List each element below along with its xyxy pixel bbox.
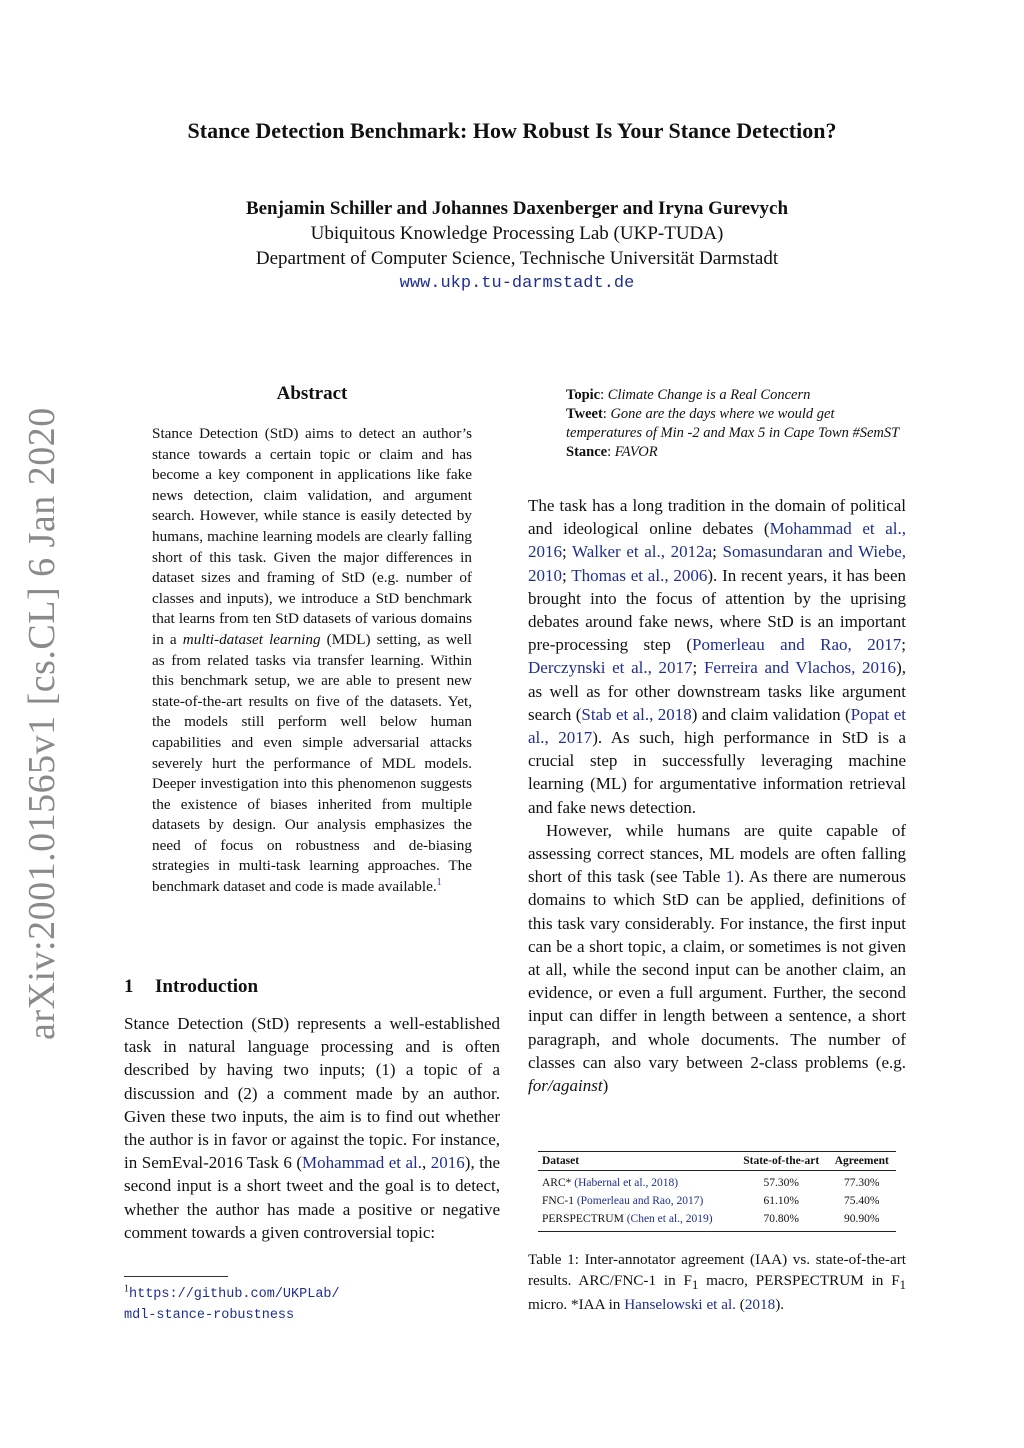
- caption-text: macro, PERSPECTRUM in F: [698, 1271, 900, 1289]
- emphasis: for/against: [528, 1076, 603, 1096]
- citation-link[interactable]: Thomas et al., 2006: [571, 565, 708, 585]
- intro-text: ), the second input is a short tweet and the goal is to detect, whether the author has made a positive or negative comment towards a given controversial topic:: [124, 1153, 500, 1242]
- dataset-name: PERSPECTRUM: [542, 1213, 624, 1225]
- table-caption: [528, 1250, 906, 1316]
- citation-link[interactable]: Popat et al., 2017: [528, 704, 907, 748]
- table-reference-link[interactable]: 1: [725, 867, 735, 887]
- author-lab: Ubiquitous Knowledge Processing Lab (UKP-TUDA): [310, 223, 724, 244]
- example-topic: Topic: Climate Change is a Real Concern: [566, 387, 811, 403]
- text-run: ;: [562, 542, 573, 562]
- dataset-cell: [538, 1171, 735, 1193]
- citation-link[interactable]: (Chen et al., 2019): [626, 1213, 713, 1225]
- right-column-text: [528, 494, 906, 1097]
- column-header: Dataset: [538, 1152, 735, 1171]
- paragraph: [528, 819, 906, 1097]
- caption-text: micro. *IAA in: [528, 1296, 625, 1314]
- text-run: ;: [692, 658, 704, 678]
- abstract-heading: Abstract: [276, 383, 348, 404]
- caption-text: (: [735, 1296, 745, 1314]
- paragraph: [528, 494, 906, 819]
- agreement-cell: 90.90%: [828, 1210, 896, 1232]
- agreement-cell: 77.30%: [844, 1177, 880, 1189]
- example-stance: Stance: FAVOR: [566, 444, 658, 460]
- abstract-text: [152, 424, 472, 898]
- text-run: ) and claim validation (: [691, 704, 851, 724]
- abstract-part-1: Stance Detection (StD) aims to detect an author’s stance towards a certain topic or claim and has become a key component in applications like fake news detection, claim validation, and argument search. However, while stance is easily detected by humans, machine learning models are clearly falling short of this task. Given the major differences in dataset sizes and framing of StD (e.g. number of classes and inputs), we introduce a StD benchmark that learns from ten StD datasets of various domains in a: [152, 425, 472, 648]
- tweet-label: Tweet: [566, 406, 603, 422]
- table-header-row: [538, 1152, 896, 1171]
- citation-link[interactable]: (Habernal et al., 2018): [574, 1177, 679, 1189]
- stance-example: [566, 386, 906, 462]
- section-title: Introduction: [155, 976, 259, 997]
- abstract-part-2: (MDL) setting, as well as from related tasks via transfer learning. Within this benchmark setup, we are able to present new state-of-the-art results on five of the datasets. Yet, the models still perform well below human capabilities and even simple adversarial attacks severely hurt the performance of MDL models. Deeper investigation into this phenomenon suggests the existence of biases inherited from multiple datasets by design. Our analysis emphasizes the need of focus on robustness and de-biasing strategies in multi-task learning approaches. The benchmark dataset and code is made available.: [152, 630, 472, 896]
- citation-link[interactable]: Pomerleau and Rao, 2017: [692, 635, 902, 655]
- stance-value: FAVOR: [614, 444, 658, 460]
- citation-link[interactable]: Ferreira and Vlachos, 2016: [703, 658, 897, 678]
- citation-link[interactable]: Walker et al., 2012a: [572, 542, 713, 562]
- example-tweet: Tweet: Gone are the days where we would get temperatures of Min -2 and Max 5 in Cape Town #SemST: [566, 406, 900, 441]
- sota-cell: 57.30%: [763, 1177, 799, 1189]
- citation-link[interactable]: Somasundaran and Wiebe, 2010: [528, 542, 906, 585]
- text-run: ;: [562, 565, 572, 585]
- text-run: ;: [712, 542, 723, 562]
- table-row: [538, 1210, 896, 1232]
- footnote: [124, 1283, 504, 1325]
- caption-text: ).: [775, 1296, 785, 1314]
- abstract-emphasis: multi-dataset learning: [182, 630, 321, 648]
- text-run: ;: [901, 635, 906, 655]
- iaa-results-table: [538, 1151, 896, 1232]
- agreement-cell: 75.40%: [844, 1195, 880, 1207]
- footnote-marker: 1: [124, 1283, 129, 1295]
- text-run: ): [602, 1076, 609, 1096]
- citation-link[interactable]: 2018: [744, 1296, 776, 1314]
- table-row: [538, 1192, 896, 1210]
- intro-text: ,: [422, 1153, 431, 1173]
- author-block: [0, 196, 1024, 296]
- dataset-cell: [538, 1210, 735, 1232]
- dataset-name: FNC-1: [542, 1195, 574, 1207]
- introduction-paragraph: [124, 1012, 500, 1244]
- topic-value: Climate Change is a Real Concern: [607, 387, 811, 403]
- tweet-value: Gone are the days where we would get temperatures of Min -2 and Max 5 in Cape Town #SemST: [566, 406, 900, 441]
- abstract-footnote-marker[interactable]: 1: [436, 877, 442, 888]
- citation-link[interactable]: (Pomerleau and Rao, 2017): [576, 1195, 704, 1207]
- paper-title: Stance Detection Benchmark: How Robust Is Your Stance Detection?: [187, 118, 837, 143]
- introduction-heading: [124, 976, 258, 998]
- citation-link[interactable]: Derczynski et al., 2017: [528, 658, 693, 678]
- dataset-name: ARC*: [542, 1177, 572, 1189]
- sota-cell: 61.10%: [763, 1195, 799, 1207]
- citation-link[interactable]: Mohammad et al., 2016: [528, 519, 906, 562]
- text-run: The task has a long tradition in the domain of political and ideological online debates (: [528, 496, 906, 539]
- intro-text: Stance Detection (StD) represents a well-established task in natural language processing and is often described by having two inputs; (1) a topic of a discussion and (2) a comment made by an author. Given these two inputs, the aim is to find out whether the author is in favor or against the topic. For instance, in SemEval-2016 Task 6 (: [124, 1014, 500, 1173]
- footnote-url-line-1[interactable]: https://github.com/UKPLab/: [129, 1287, 340, 1302]
- dataset-cell: [538, 1192, 735, 1210]
- citation-link[interactable]: 2016: [430, 1153, 465, 1173]
- text-run: ). As such, high performance in StD is a crucial step in successfully leveraging machine learning (ML) for argumentative information retrieval and fake news detection.: [528, 728, 906, 817]
- stance-label: Stance: [566, 444, 608, 460]
- caption-subscript: 1: [899, 1277, 906, 1292]
- footnote-url-line-2[interactable]: mdl-stance-robustness: [124, 1308, 295, 1323]
- caption-text: Table 1: Inter-annotator agreement (IAA) vs. state-of-the-art results. ARC/FNC-1 in F: [528, 1251, 906, 1289]
- citation-link[interactable]: Hanselowski et al.: [624, 1296, 736, 1314]
- section-number: 1: [124, 976, 134, 997]
- text-run: ), as well as for other downstream tasks like argument search (: [528, 658, 906, 724]
- author-names: Benjamin Schiller and Johannes Daxenberger and Iryna Gurevych: [245, 198, 789, 219]
- author-department: Department of Computer Science, Technische Universität Darmstadt: [255, 248, 779, 269]
- citation-link[interactable]: Mohammad et al.: [302, 1153, 423, 1173]
- footnote-divider: [124, 1276, 228, 1277]
- text-run: ). In recent years, it has been brought into the focus of attention by the uprising debates around fake news, where StD is an important pre-processing step (: [528, 565, 906, 655]
- caption-subscript: 1: [692, 1277, 699, 1292]
- column-header: Agreement: [828, 1152, 896, 1171]
- sota-cell: 70.80%: [735, 1210, 828, 1232]
- arxiv-identifier-stamp: arXiv:2001.01565v1 [cs.CL] 6 Jan 2020: [21, 407, 63, 1040]
- text-run: However, while humans are quite capable of assessing correct stances, ML models are often falling short of this task (see Table: [528, 820, 906, 887]
- citation-link[interactable]: Stab et al., 2018: [581, 704, 692, 724]
- text-run: ). As there are numerous domains to which StD can be applied, definitions of this task vary considerably. For instance, the first input can be a short topic, a claim, or sometimes is not given at all, while the second input can be another claim, an evidence, or even a full argument. Further, the second input can differ in length between a sentence, a short paragraph, and whole documents. The number of classes can also vary between 2-class problems (e.g.: [528, 867, 907, 1072]
- table-row: [538, 1171, 896, 1193]
- column-header: State-of-the-art: [735, 1152, 828, 1171]
- topic-label: Topic: [566, 387, 601, 403]
- author-website-link[interactable]: www.ukp.tu-darmstadt.de: [399, 274, 635, 293]
